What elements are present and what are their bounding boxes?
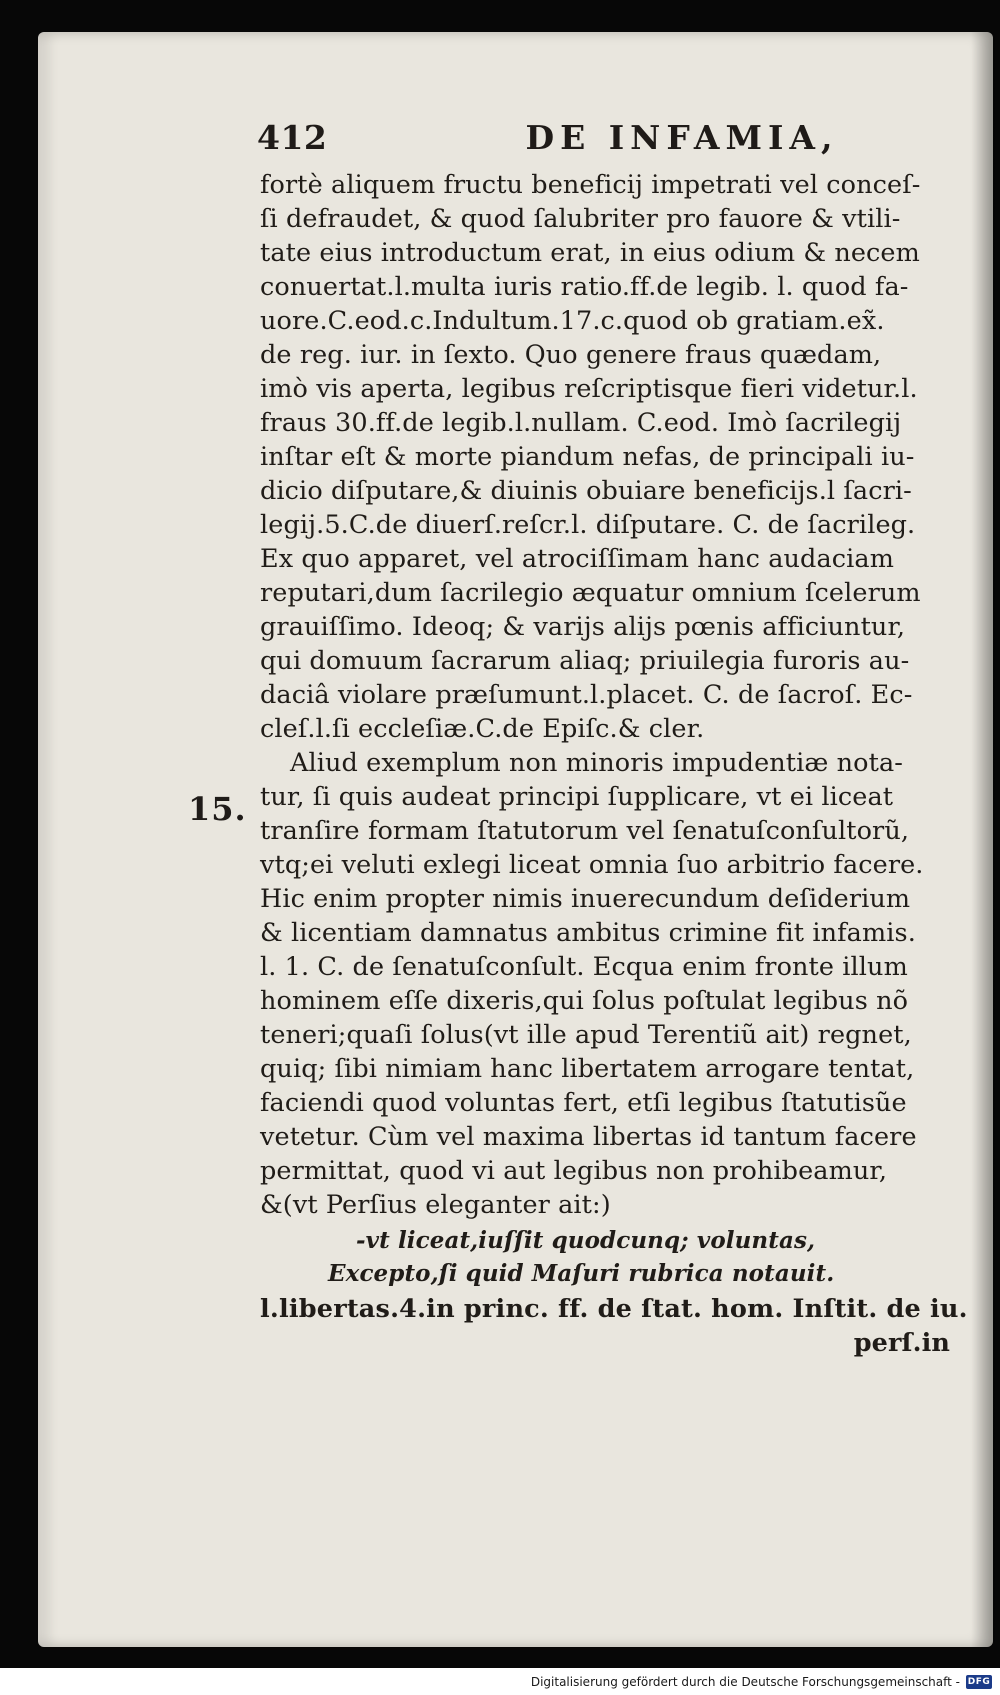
text-line: Aliud exemplum non minoris impudentiæ nota- <box>290 748 904 778</box>
text-line: Ex quo apparet, vel atrociſſimam hanc audaciam <box>260 544 894 574</box>
text-line: permittat, quod vi aut legibus non prohibeamur, <box>260 1156 888 1186</box>
text-line: fortè aliquem fructu beneficij impetrati vel conceſ- <box>260 170 921 200</box>
footer-credit: Digitalisierung gefördert durch die Deutsche Forschungsgemeinschaft - <box>530 1674 960 1689</box>
text-line: inſtar eſt & morte piandum nefas, de principali iu- <box>260 442 915 472</box>
body-text <box>260 168 968 1360</box>
text-line: daciâ violare præſumunt.l.placet. C. de ſacroſ. Ec- <box>260 680 913 710</box>
text-line: tate eius introductum erat, in eius odium & necem <box>260 238 920 268</box>
text-line: tranſire formam ſtatutorum vel ſenatuſconſultorũ, <box>260 816 910 846</box>
text-line: legij.5.C.de diuerſ.reſcr.l. diſputare. C. de ſacrileg. <box>260 510 916 540</box>
text-line: conuertat.l.multa iuris ratio.ff.de legib. l. quod fa- <box>260 272 909 302</box>
citation-line: l.libertas.4.in princ. ff. de ſtat. hom. Inſtit. de iu. <box>260 1294 968 1324</box>
text-line: & licentiam damnatus ambitus crimine fit infamis. <box>260 918 916 948</box>
verse-line: -vt liceat,iuſſit quodcunq; voluntas, <box>356 1227 816 1254</box>
text-line: fraus 30.ff.de legib.l.nullam. C.eod. Imò ſacrilegij <box>260 408 902 438</box>
text-line: teneri;quaſi ſolus(vt ille apud Terentiũ ait) regnet, <box>260 1020 912 1050</box>
text-line: ſi defraudet, & quod ſalubriter pro fauore & vtili- <box>260 204 901 234</box>
text-line: de reg. iur. in ſexto. Quo genere fraus quædam, <box>260 340 882 370</box>
text-line: &(vt Perſius eleganter ait:) <box>260 1190 611 1220</box>
text-line: faciendi quod voluntas fert, etſi legibus ſtatutisũe <box>260 1088 907 1118</box>
page-number: 412 <box>257 118 328 157</box>
text-line: vetetur. Cùm vel maxima libertas id tantum facere <box>260 1122 917 1152</box>
text-line: reputari,dum ſacrilegio æquatur omnium ſcelerum <box>260 578 921 608</box>
text-line: uore.C.eod.c.Indultum.17.c.quod ob gratiam.ex̃. <box>260 306 885 336</box>
text-line: Hic enim propter nimis inuerecundum deſiderium <box>260 884 911 914</box>
text-line: cleſ.l.ſi eccleſiæ.C.de Epiſc.& cler. <box>260 714 705 744</box>
digitization-footer <box>0 1668 1000 1695</box>
paragraph-2 <box>260 746 950 1222</box>
verse-line: Excepto,ſi quid Maſuri rubrica notauit. <box>328 1260 835 1287</box>
text-line: qui domuum ſacrarum aliaq; priuilegia furoris au- <box>260 646 910 676</box>
catchword: perſ.in <box>853 1328 950 1358</box>
paragraph-1 <box>260 168 950 746</box>
text-line: tur, ſi quis audeat principi ſupplicare, vt ei liceat <box>260 782 894 812</box>
text-line: hominem eſſe dixeris,qui ſolus poſtulat legibus nõ <box>260 986 909 1016</box>
text-line: dicio diſputare,& diuinis obuiare beneficijs.l ſacri- <box>260 476 912 506</box>
text-line: grauiſſimo. Ideoq; & varijs alijs pœnis afficiuntur, <box>260 612 906 642</box>
dfg-logo-icon: DFG <box>967 1676 991 1687</box>
text-line: imò vis aperta, legibus reſcriptisque fieri videtur.l. <box>260 374 918 404</box>
verse-quotation <box>260 1224 950 1290</box>
text-line: quiq; ſibi nimiam hanc libertatem arrogare tentat, <box>260 1054 915 1084</box>
text-line: vtq;ei veluti exlegi liceat omnia ſuo arbitrio facere. <box>260 850 924 880</box>
section-number: 15. <box>188 790 247 828</box>
running-head: DE INFAMIA, <box>525 118 839 157</box>
text-line: l. 1. C. de ſenatuſconſult. Ecqua enim fronte illum <box>260 952 908 982</box>
